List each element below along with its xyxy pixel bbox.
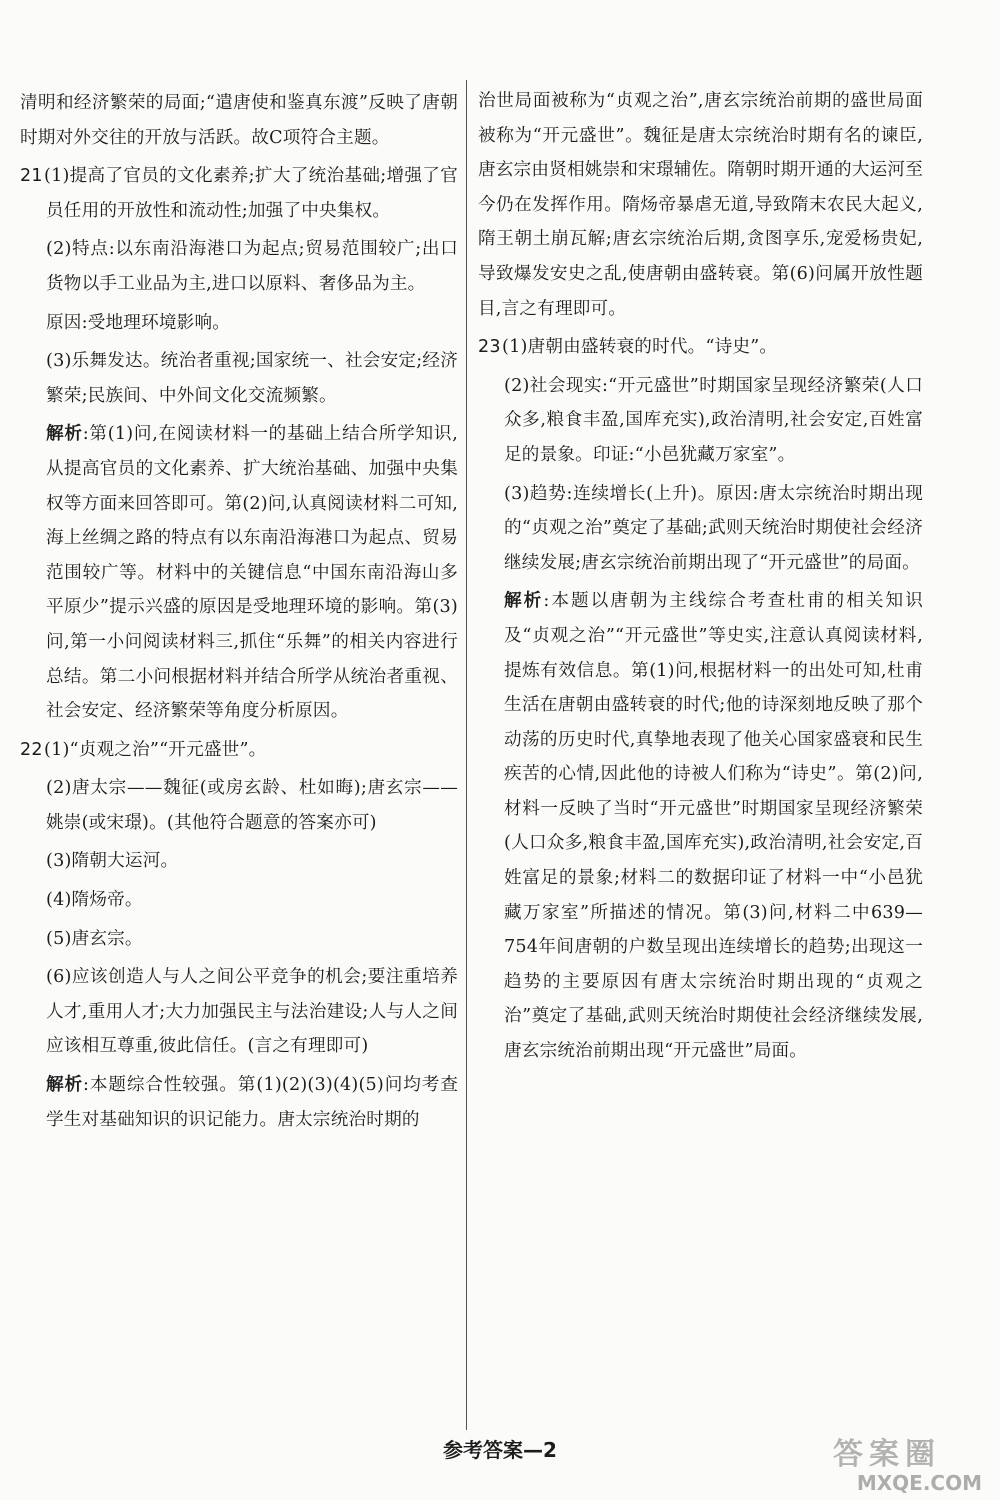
page-footer: 参考答案—2 [443,1438,557,1462]
site-watermark [792,1438,982,1496]
question-21-block [20,159,458,729]
q22-analysis [20,1068,458,1137]
q21-answer-3: (3)乐舞发达。统治者重视;国家统一、社会安定;经济繁荣;民族间、中外间文化交流频繁。 [46,351,458,406]
q20-explanation-end: 清明和经济繁荣的局面;“遣唐使和鉴真东渡”反映了唐朝时期对外交往的开放与活跃。故C项符合主题。 [20,93,458,148]
q21-analysis [20,417,458,728]
column-divider [466,80,467,1430]
q23-answer-1: (1)唐朝由盛转衰的时代。“诗史”。 [502,337,778,358]
analysis-label: 解析 [504,591,544,612]
q23-answer-2: (2)社会现实:“开元盛世”时期国家呈现经济繁荣(人口众多,粮食丰盈,国库充实),政治清明,社会安定,百姓富足的景象。印证:“小邑犹藏万家室”。 [504,375,923,465]
analysis-label: 解析 [46,1075,84,1096]
q23-analysis [478,584,923,1068]
watermark-url: MXQE.COM [856,1471,982,1495]
q22-answer-3: (3)隋朝大运河。 [46,851,179,872]
question-number-22: 22 [20,739,43,760]
analysis-label: 解析 [46,424,83,445]
q21-analysis-text: :第(1)问,在阅读材料一的基础上结合所学知识,从提高官员的文化素养、扩大统治基础、加强中央集权等方面来回答即可。第(2)问,认真阅读材料二可知,海上丝绸之路的特点有以东南沿海港口为起点、贸易范围较广等。材料中的关键信息“中国东南沿海山多平原少”提示兴盛的原因是受地理环境的影响。第(3)问,第一小问阅读材料三,抓住“乐舞”的相关内容进行总结。第二小问根据材料并结合所学从统治者重视、社会安定、经济繁荣等角度分析原因。 [46,424,458,722]
question-23-block [478,330,923,1068]
watermark-logo-text: 答案圈 [833,1437,941,1472]
left-column [20,86,458,1141]
q22-analysis-text: :本题综合性较强。第(1)(2)(3)(4)(5)问均考查学生对基础知识的识记能力。唐太宗统治时期的 [46,1075,458,1130]
question-22-block [20,733,458,1138]
q22-answer-5: (5)唐玄宗。 [46,928,143,949]
question-number-23: 23 [478,337,501,358]
q22-answer-1: (1)“贞观之治”“开元盛世”。 [44,739,267,760]
q21-answer-2: (2)特点:以东南沿海港口为起点;贸易范围较广;出口货物以手工业品为主,进口以原料、奢侈品为主。 [46,239,458,294]
q22-analysis-continued: 治世局面被称为“贞观之治”,唐玄宗统治前期的盛世局面被称为“开元盛世”。魏征是唐太宗统治时期有名的谏臣,唐玄宗由贤相姚崇和宋璟辅佐。隋朝时期开通的大运河至今仍在发挥作用。隋炀帝暴虐无道,导致隋末农民大起义,隋王朝土崩瓦解;唐玄宗统治后期,贪图享乐,宠爱杨贵妃,导致爆发安史之乱,使唐朝由盛转衰。第(6)问属开放性题目,言之有理即可。 [478,91,923,319]
question-number-21: 21 [20,166,43,187]
q22-answer-4: (4)隋炀帝。 [46,890,143,911]
q21-answer-2-reason: 原因:受地理环境影响。 [46,312,231,333]
right-column [478,84,923,1073]
q22-answer-2: (2)唐太宗——魏征(或房玄龄、杜如晦);唐玄宗——姚崇(或宋璟)。(其他符合题意的答案亦可) [46,778,458,833]
q23-answer-3: (3)趋势:连续增长(上升)。原因:唐太宗统治时期出现的“贞观之治”奠定了基础;武则天统治时期使社会经济继续发展;唐玄宗统治前期出现了“开元盛世”的局面。 [504,483,923,573]
q21-answer-1: (1)提高了官员的文化素养;扩大了统治基础;增强了官员任用的开放性和流动性;加强了中央集权。 [44,166,458,221]
q23-analysis-text: :本题以唐朝为主线综合考查杜甫的相关知识及“贞观之治”“开元盛世”等史实,注意认真阅读材料,提炼有效信息。第(1)问,根据材料一的出处可知,杜甫生活在唐朝由盛转衰的时代;他的诗深刻地反映了那个动荡的历史时代,真挚地表现了他关心国家盛衰和民生疾苦的心情,因此他的诗被人们称为“诗史”。第(2)问,材料一反映了当时“开元盛世”时期国家呈现经济繁荣(人口众多,粮食丰盈,国库充实),政治清明,社会安定,百姓富足的景象;材料二的数据印证了材料一中“小邑犹藏万家室”所描述的情况。第(3)问,材料二中639—754年间唐朝的户数呈现出连续增长的趋势;出现这一趋势的主要原因有唐太宗统治时期出现的“贞观之治”奠定了基础,武则天统治时期使社会经济继续发展,唐玄宗统治前期出现“开元盛世”局面。 [504,591,923,1062]
q22-answer-6: (6)应该创造人与人之间公平竞争的机会;要注重培养人才,重用人才;大力加强民主与法治建设;人与人之间应该相互尊重,彼此信任。(言之有理即可) [46,967,458,1057]
